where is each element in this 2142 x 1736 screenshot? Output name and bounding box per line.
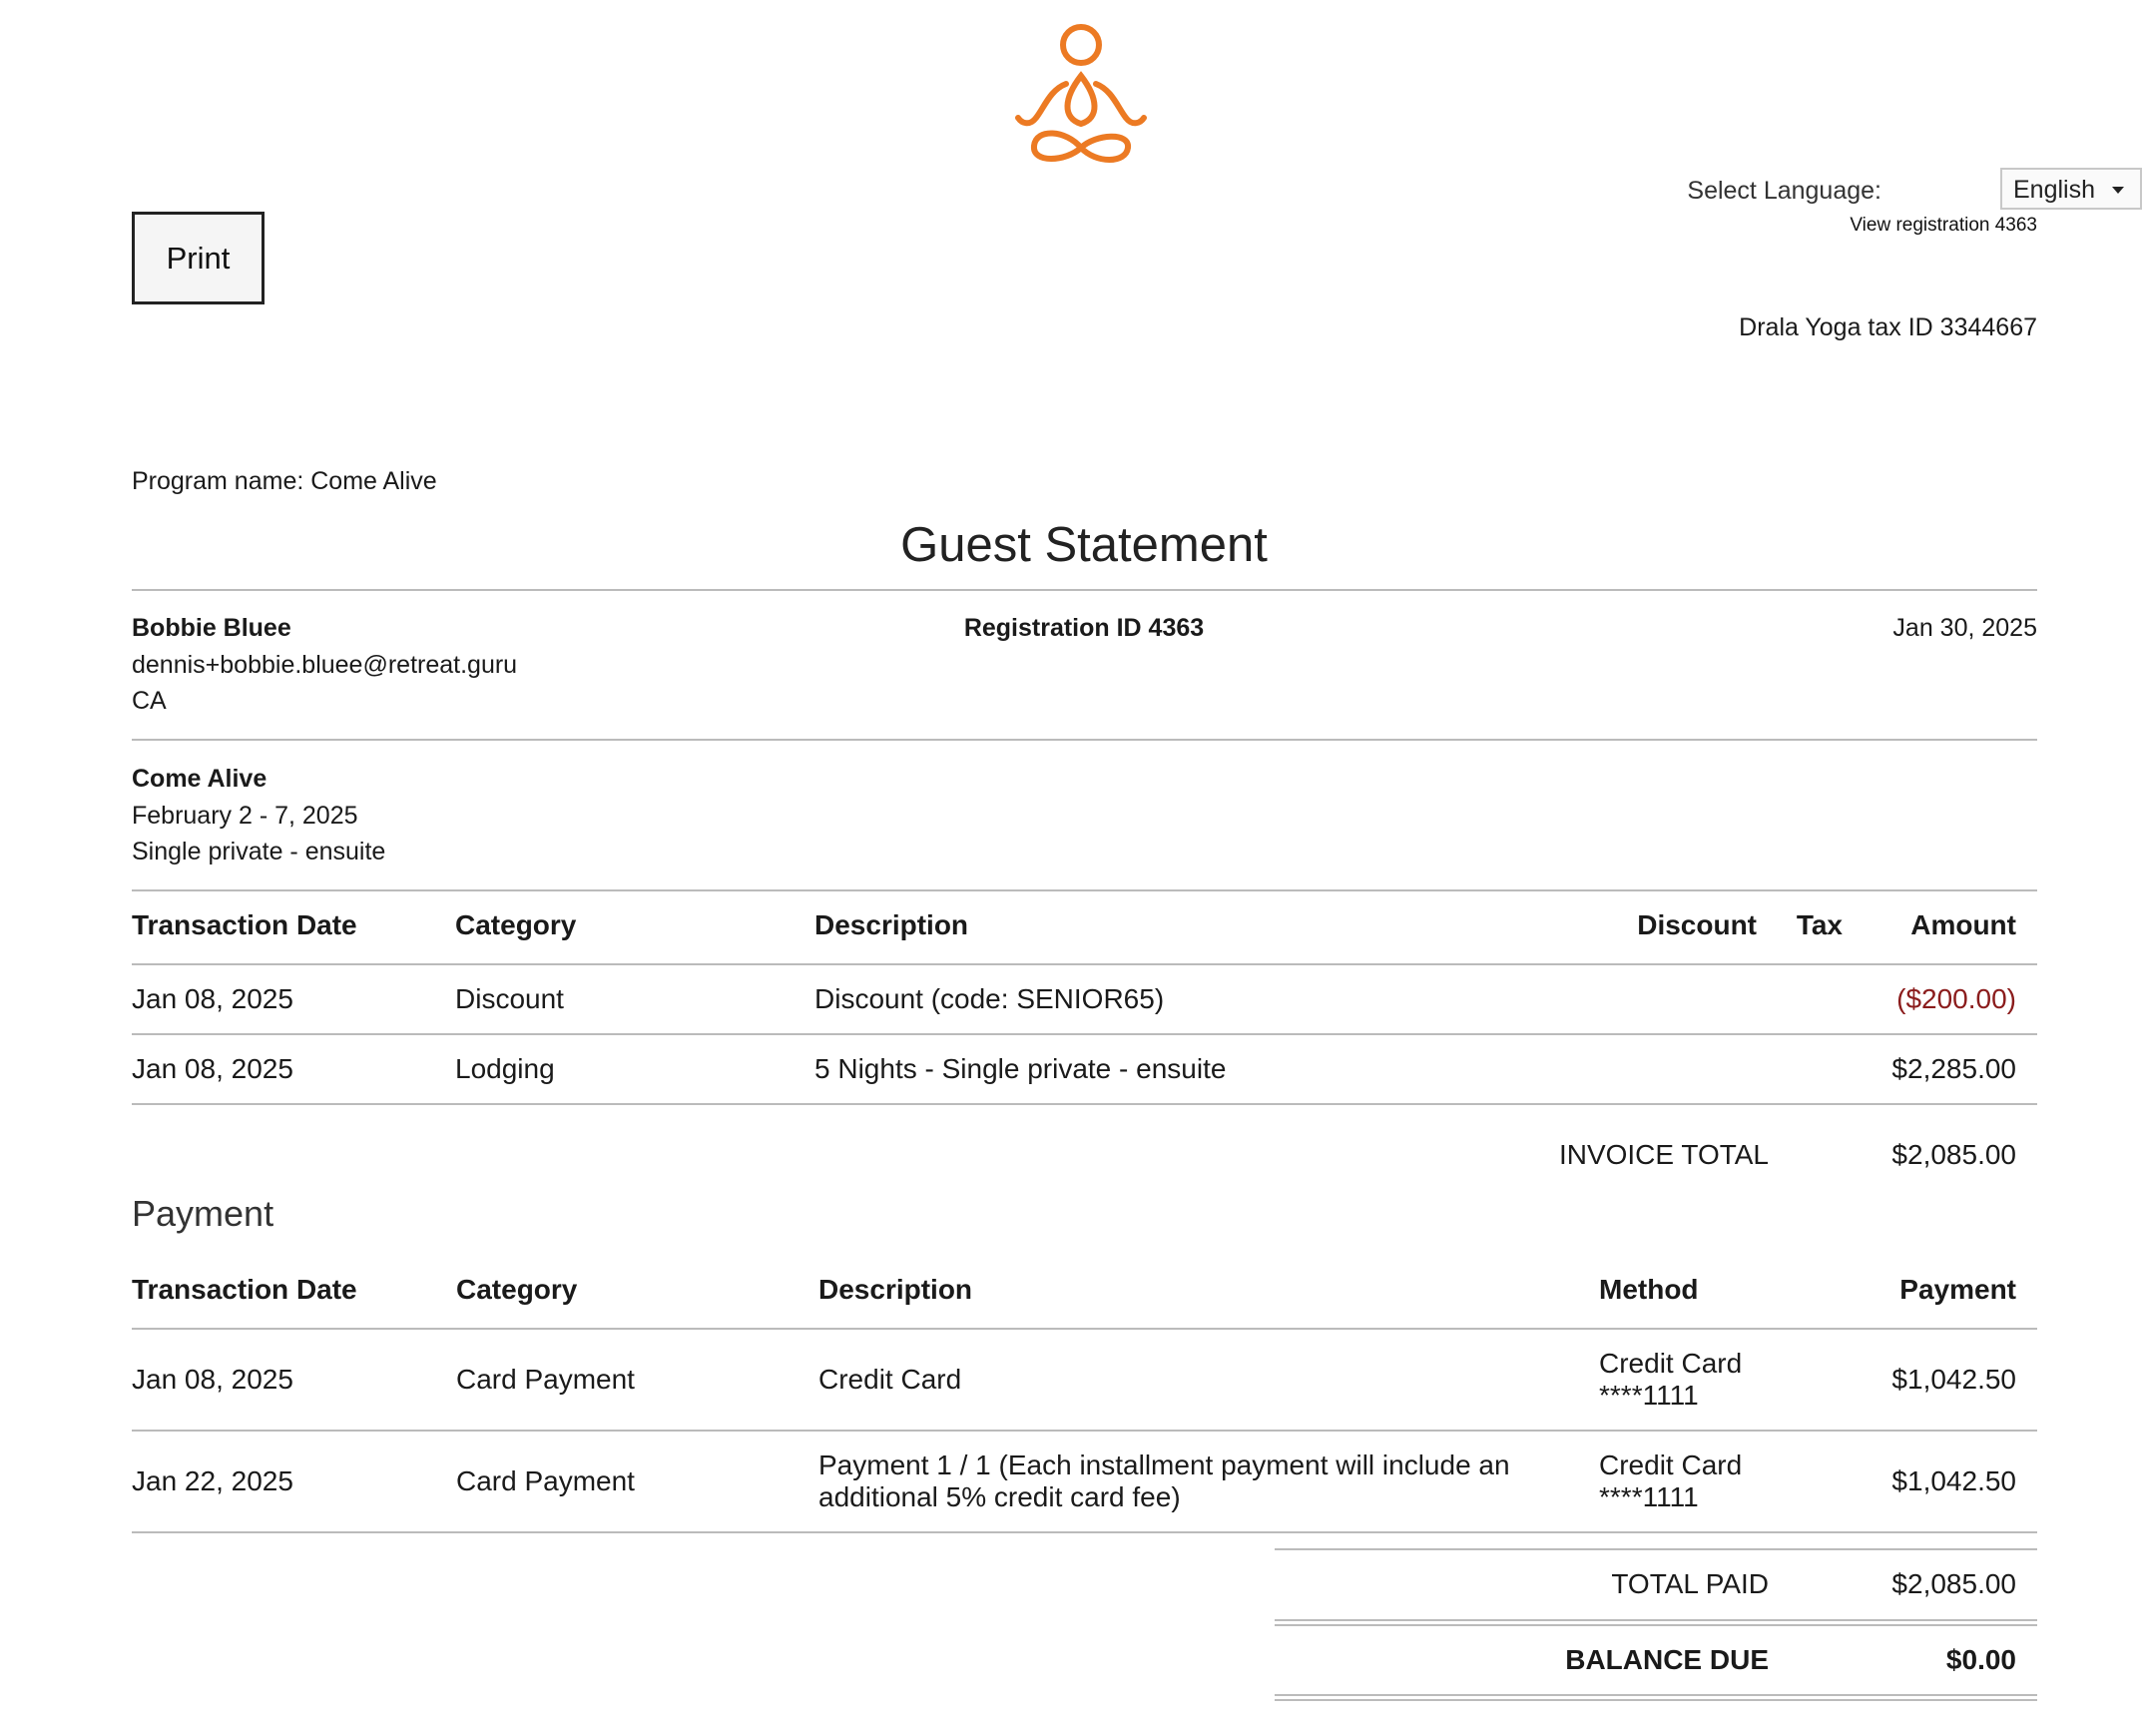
table-divider (132, 1430, 2037, 1432)
col-description: Description (818, 1274, 973, 1305)
print-button[interactable]: Print (132, 212, 265, 304)
booking-room: Single private - ensuite (132, 838, 386, 866)
col-payment: Payment (1899, 1274, 2016, 1305)
program-name: Program name: Come Alive (132, 467, 437, 495)
invoice-row-date: Jan 08, 2025 (132, 983, 293, 1014)
payment-row-method (1599, 1449, 1742, 1513)
totals-double-divider (1275, 1619, 2037, 1626)
col-tax: Tax (1796, 909, 1843, 940)
col-method: Method (1599, 1274, 1699, 1305)
payment-row-method (1599, 1348, 1742, 1412)
table-divider (132, 1531, 2037, 1533)
totals-divider (1275, 1548, 2037, 1550)
payment-row-amount: $1,042.50 (1891, 1465, 2016, 1496)
payment-row-description: Credit Card (818, 1364, 962, 1395)
table-divider (132, 1033, 2037, 1035)
page-title: Guest Statement (900, 518, 1268, 572)
payment-description-line: additional 5% credit card fee) (818, 1481, 1181, 1512)
total-paid-value: $2,085.00 (1891, 1568, 2016, 1599)
balance-due-value: $0.00 (1945, 1644, 2016, 1675)
payment-row-date: Jan 08, 2025 (132, 1364, 293, 1395)
booking-dates: February 2 - 7, 2025 (132, 802, 358, 830)
payment-row-category: Card Payment (456, 1364, 635, 1395)
total-paid-label: TOTAL PAID (1611, 1568, 1769, 1599)
table-divider (132, 1328, 2037, 1330)
col-amount: Amount (1910, 909, 2016, 940)
chevron-down-icon (2112, 187, 2124, 194)
balance-due-label: BALANCE DUE (1565, 1644, 1769, 1675)
payment-method-type: Credit Card (1599, 1348, 1743, 1379)
totals-double-divider (1275, 1694, 2037, 1701)
statement-date: Jan 30, 2025 (1892, 614, 2037, 642)
payment-method-card: ****1111 (1599, 1481, 1699, 1512)
guest-region: CA (132, 687, 167, 715)
language-select-value: English (2013, 176, 2095, 204)
divider (132, 739, 2037, 741)
invoice-row-date: Jan 08, 2025 (132, 1053, 293, 1084)
divider (132, 589, 2037, 591)
payment-row-description (818, 1449, 1510, 1513)
payment-method-type: Credit Card (1599, 1449, 1743, 1480)
booking-program: Come Alive (132, 765, 268, 793)
invoice-row-description: 5 Nights - Single private - ensuite (814, 1053, 1227, 1084)
view-registration-link[interactable]: View registration 4363 (1850, 215, 2037, 236)
payment-row-category: Card Payment (456, 1465, 635, 1496)
registration-id: Registration ID 4363 (963, 614, 1205, 642)
invoice-row-description: Discount (code: SENIOR65) (814, 983, 1165, 1014)
col-category: Category (455, 909, 577, 940)
payment-row-amount: $1,042.50 (1891, 1364, 2016, 1395)
meditation-figure-icon (1006, 18, 1156, 168)
guest-name: Bobbie Bluee (132, 614, 291, 642)
invoice-total-value: $2,085.00 (1891, 1139, 2016, 1170)
language-select[interactable] (2000, 168, 2142, 210)
table-divider (132, 963, 2037, 965)
divider (132, 889, 2037, 891)
col-discount: Discount (1637, 909, 1757, 940)
col-category: Category (456, 1274, 578, 1305)
invoice-row-amount: ($200.00) (1896, 983, 2016, 1014)
language-label: Select Language: (1687, 177, 1881, 205)
payment-description-line: Payment 1 / 1 (Each installment payment will include an (818, 1449, 1510, 1480)
payment-method-card: ****1111 (1599, 1380, 1699, 1411)
tax-id: Drala Yoga tax ID 3344667 (1739, 313, 2037, 341)
invoice-row-category: Lodging (455, 1053, 555, 1084)
col-description: Description (814, 909, 969, 940)
guest-email: dennis+bobbie.bluee@retreat.guru (132, 651, 518, 679)
invoice-total-label: INVOICE TOTAL (1558, 1139, 1769, 1170)
invoice-row-category: Discount (455, 983, 564, 1014)
table-divider (132, 1103, 2037, 1105)
payment-heading: Payment (132, 1193, 274, 1234)
col-transaction-date: Transaction Date (132, 1274, 357, 1305)
invoice-row-amount: $2,285.00 (1891, 1053, 2016, 1084)
col-transaction-date: Transaction Date (132, 909, 357, 940)
payment-row-date: Jan 22, 2025 (132, 1465, 293, 1496)
